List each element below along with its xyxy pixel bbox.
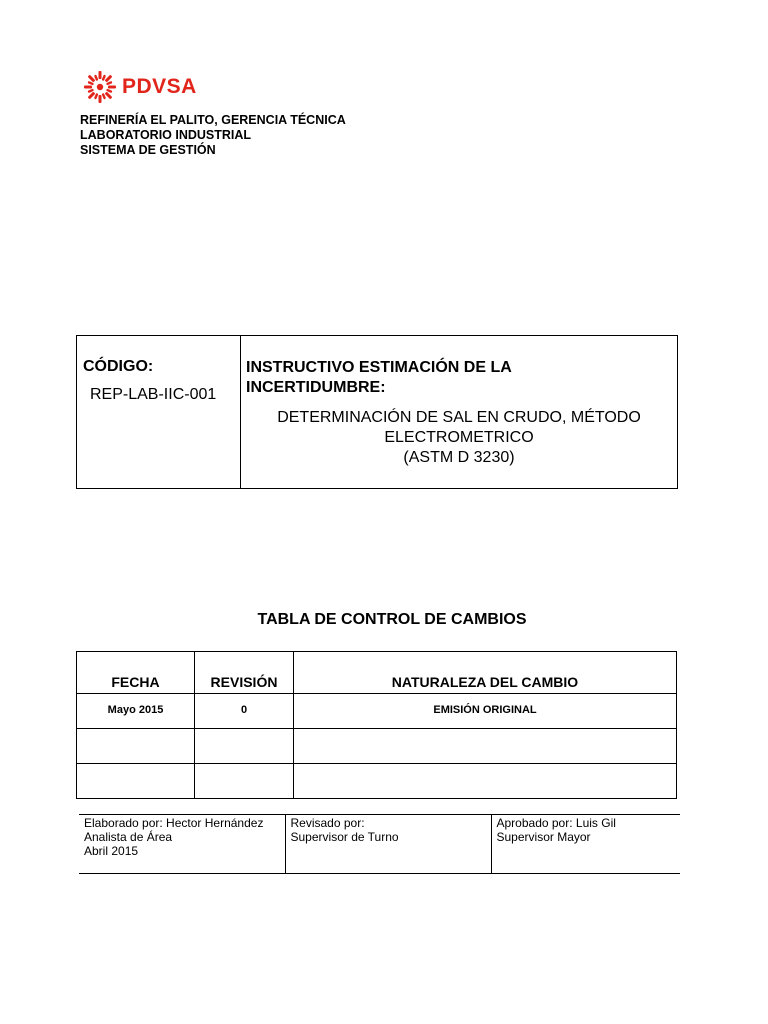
org-line-lab: LABORATORIO INDUSTRIAL — [80, 128, 252, 142]
elaborado-date: Abril 2015 — [84, 844, 139, 858]
table-row — [77, 764, 677, 799]
document-subtitle — [241, 408, 677, 468]
cell-revision — [195, 764, 294, 799]
pdvsa-logo — [84, 70, 197, 104]
table-row — [77, 729, 677, 764]
change-control-table — [76, 651, 677, 799]
elaborado-by: Elaborado por: Hector Hernández — [84, 816, 264, 830]
pdvsa-sun-icon — [84, 70, 116, 104]
subtitle-line-2: ELECTROMETRICO — [384, 429, 534, 446]
cell-naturaleza — [294, 764, 677, 799]
subtitle-line-3: (ASTM D 3230) — [403, 449, 515, 466]
code-value: REP-LAB-IIC-001 — [90, 386, 217, 403]
title-line-1: INSTRUCTIVO ESTIMACIÓN DE LA — [246, 359, 512, 376]
logo-text: PDVSA — [122, 75, 197, 98]
document-title-box — [76, 335, 678, 489]
table-header-row — [77, 652, 677, 694]
cell-naturaleza: EMISIÓN ORIGINAL — [294, 694, 677, 729]
elaborado-role: Analista de Área — [84, 830, 173, 844]
signature-elaborado — [79, 815, 285, 874]
cell-fecha: Mayo 2015 — [77, 694, 195, 729]
revisado-role: Supervisor de Turno — [290, 830, 399, 844]
signature-table — [79, 814, 680, 874]
cell-revision — [195, 729, 294, 764]
code-cell — [77, 336, 241, 488]
org-line-system: SISTEMA DE GESTIÓN — [80, 143, 216, 157]
organization-header — [80, 113, 346, 158]
header-fecha: FECHA — [77, 652, 195, 694]
document-title — [246, 358, 666, 398]
signature-aprobado — [491, 815, 680, 874]
cell-naturaleza — [294, 729, 677, 764]
org-line-refinery: REFINERÍA EL PALITO, GERENCIA TÉCNICA — [80, 113, 346, 127]
header-revision: REVISIÓN — [195, 652, 294, 694]
aprobado-by: Aprobado por: Luis Gil — [496, 816, 616, 830]
table-row — [77, 694, 677, 729]
header-naturaleza: NATURALEZA DEL CAMBIO — [294, 652, 677, 694]
title-cell — [241, 336, 677, 488]
revisado-by: Revisado por: — [290, 816, 365, 830]
signature-revisado — [285, 815, 491, 874]
aprobado-role: Supervisor Mayor — [496, 830, 591, 844]
cell-revision: 0 — [195, 694, 294, 729]
signature-row — [79, 815, 680, 874]
code-label: CÓDIGO: — [83, 358, 154, 375]
change-table-title: TABLA DE CONTROL DE CAMBIOS — [257, 611, 527, 628]
cell-fecha — [77, 729, 195, 764]
subtitle-line-1: DETERMINACIÓN DE SAL EN CRUDO, MÉTODO — [277, 409, 641, 426]
cell-fecha — [77, 764, 195, 799]
title-line-2: INCERTIDUMBRE: — [246, 379, 386, 396]
